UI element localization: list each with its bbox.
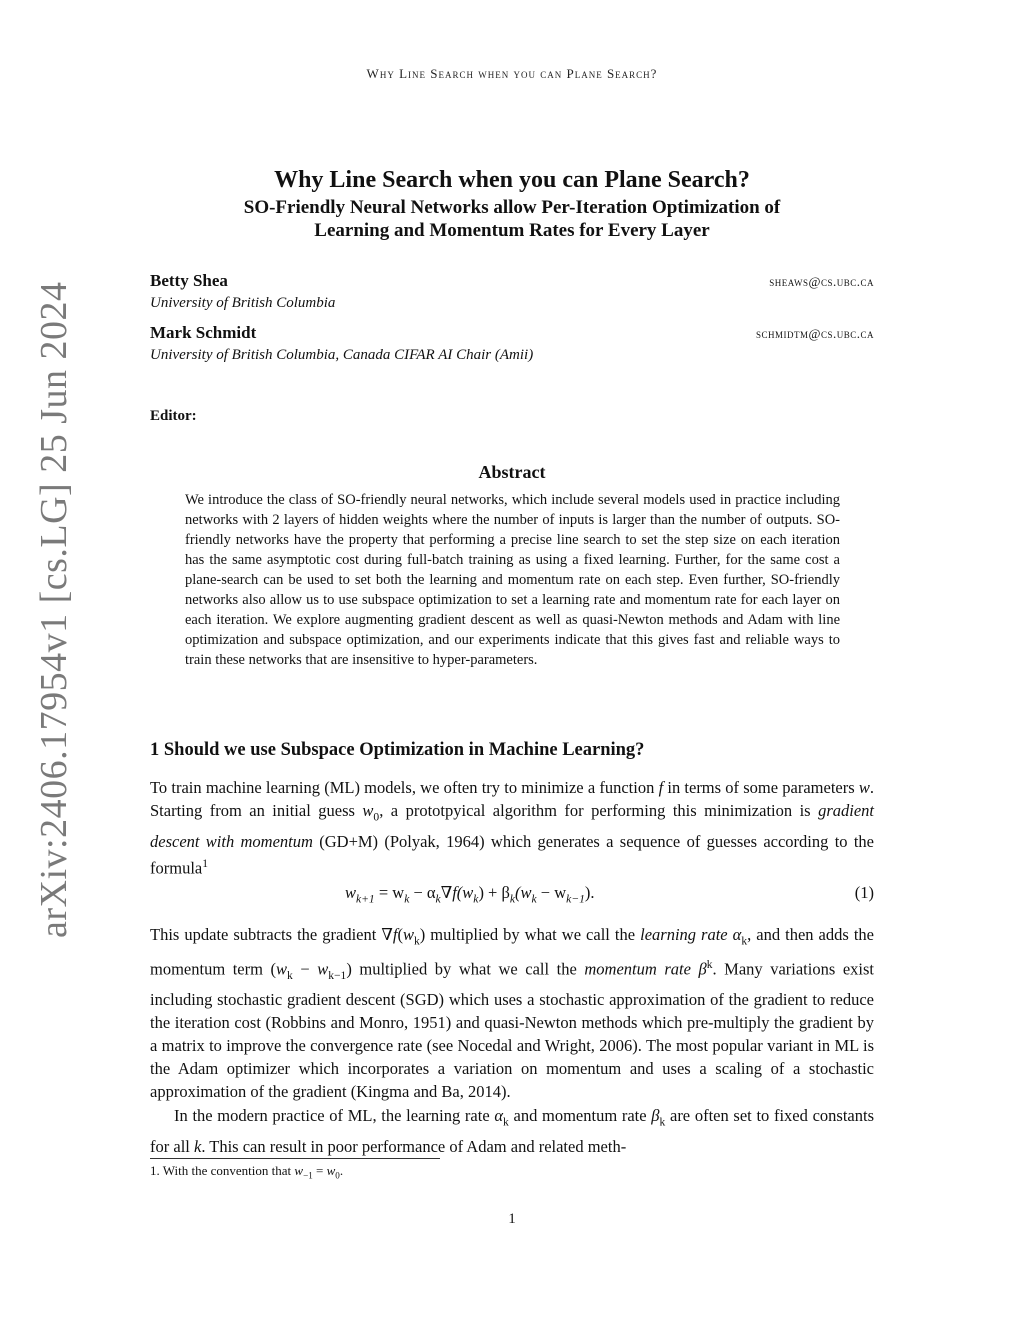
math-f: f: [658, 778, 664, 797]
paper-title: Why Line Search when you can Plane Search?: [274, 167, 750, 193]
text: (GD+M) (Polyak, 1964) which generates a sequence of guesses according to the formula: [150, 831, 874, 878]
footnote-1: 1. With the convention that $w_{-1} = w_0$.: [150, 1163, 344, 1181]
gdm-term: gradient descent with momentum: [150, 801, 874, 851]
text: To train machine learning (ML) models, we often try to minimize a function: [150, 778, 659, 797]
equation-body: $w_{k+1} = w_k - \alpha_k\nabla f(w_k) + \beta_k(w_k - w_{k-1})$.: [345, 883, 595, 906]
math-w: w: [858, 778, 870, 797]
author-2: [150, 323, 874, 364]
running-head: Why Line Search when you can Plane Search?: [366, 66, 658, 81]
text: , a prototpyical algorithm for performing this minimization is: [379, 801, 819, 821]
author-1: [150, 271, 874, 312]
equation-number: (1): [854, 883, 874, 902]
footnote-marker[interactable]: 1: [202, 857, 209, 870]
text: . Starting from an initial guess: [150, 778, 874, 821]
author-name: Betty Shea: [150, 271, 228, 290]
abstract-text: We introduce the class of SO-friendly neural networks, which include several models used in practice including networks with 2 layers of hidden weights where the number of inputs is larger than the number of outputs. SO-friendly networks have the property that performing a precise line search to set the step size on each iteration has the same asymptotic cost during full-batch training as using a fixed learning. Further, for the same cost a plane-search can be used to set both the learning and momentum rate on each step. Even further, SO-friendly networks also allow us to use subspace optimization to set a learning rate and momentum rate for each layer on each iteration. We explore augmenting gradient descent as well as quasi-Newton methods and Adam with line optimization and subspace optimization, and our experiments indicate that this gives fast and reliable ways to train these networks that are insensitive to hyper-parameters.: [185, 492, 840, 668]
author-name: Mark Schmidt: [150, 323, 257, 342]
text: in terms of some parameters: [663, 778, 859, 797]
math-w0: w: [362, 801, 374, 821]
momentum-rate-term: momentum rate β: [584, 959, 707, 978]
author-email[interactable]: sheaws@cs.ubc.ca: [769, 274, 874, 289]
author-email[interactable]: schmidtm@cs.ubc.ca: [756, 326, 874, 341]
paper-subtitle: [150, 196, 874, 242]
paragraph-2: This update subtracts the gradient $\nabla f(w_k)$ multiplied by what we call the learning rate $\alpha_k$, and then adds the momentum term $(w_k - w_{k-1})$ multiplied by what we call the momentum rate $\beta^k$. Many variations exist including stochastic gradient descent (SGD) which uses a stochastic approximation of the gradient to reduce the iteration cost (Robbins and Monro, 1951) and quasi-Newton methods which pre-multiply the gradient by a matrix to improve the convergence rate (see Nocedal and Wright, 2006). The most popular variant in ML is the Adam optimizer which incorporates a variation on momentum and uses a scaling of a stochastic approximation of the gradient (Kingma and Ba, 2014).: [150, 925, 874, 1102]
author-affiliation: University of British Columbia: [150, 295, 336, 311]
abstract-heading: Abstract: [478, 462, 546, 482]
equation-1: [150, 883, 874, 907]
section-title: 1 Should we use Subspace Optimization in Machine Learning?: [150, 740, 645, 760]
footnote-rule: [150, 1158, 440, 1159]
paragraph-1: [150, 776, 874, 880]
arxiv-side-stamp: arXiv:2406.17954v1 [cs.LG] 25 Jun 2024: [33, 281, 75, 938]
subtitle-line-2: Learning and Momentum Rates for Every Layer: [314, 220, 710, 241]
subscript: 0: [373, 811, 380, 824]
author-affiliation: University of British Columbia, Canada CIFAR AI Chair (Amii): [150, 347, 534, 363]
subtitle-line-1: SO-Friendly Neural Networks allow Per-Iteration Optimization of: [243, 197, 781, 218]
paragraph-3: In the modern practice of ML, the learning rate $\alpha_k$ and momentum rate $\beta_k$ are often set to fixed constants for all k. This can result in poor performance of Adam and related meth-: [150, 1106, 874, 1156]
editor-label: Editor:: [150, 408, 197, 424]
learning-rate-term: learning rate α: [640, 925, 742, 944]
page-number: 1: [508, 1211, 516, 1227]
